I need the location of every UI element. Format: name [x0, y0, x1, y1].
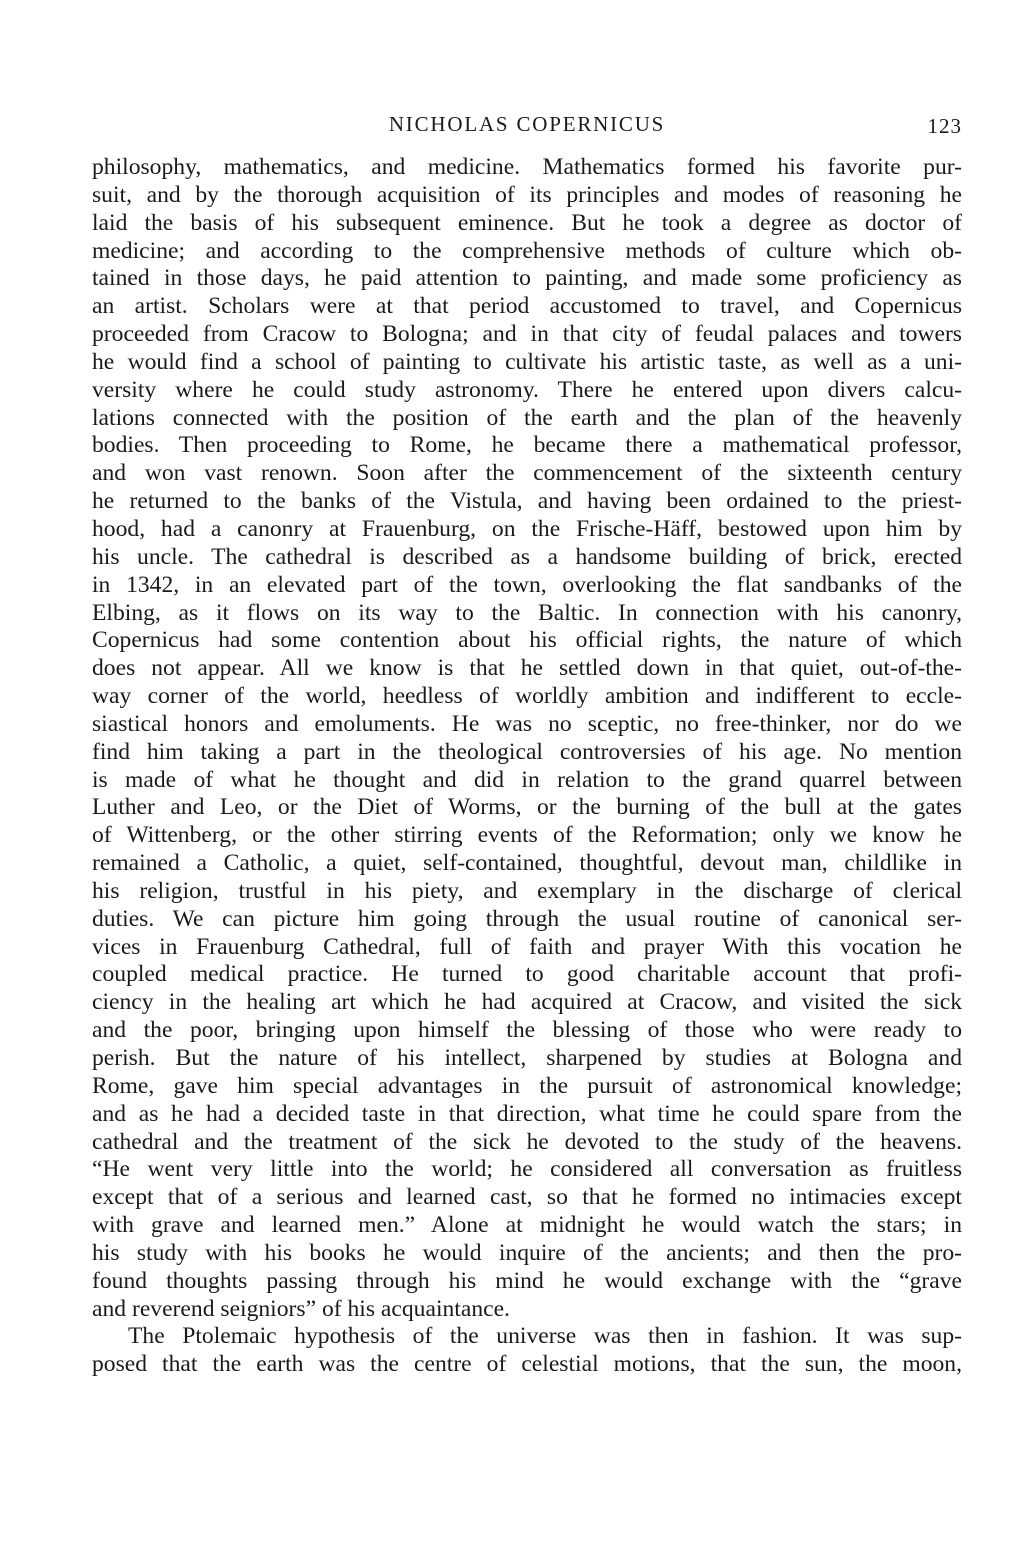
text-line: tained in those days, he paid attention to painting, and made some proficiency as — [92, 265, 962, 292]
text-line: find him taking a part in the theological controversies of his age. No mention — [92, 738, 962, 765]
text-line: medicine; and according to the comprehensive methods of culture which ob- — [92, 237, 962, 264]
text-line: hood, had a canonry at Frauenburg, on the Frische-Häff, bestowed upon him by — [92, 515, 962, 542]
text-line: way corner of the world, heedless of worldly ambition and indifferent to eccle- — [92, 683, 962, 710]
text-line: “He went very little into the world; he considered all conversation as fruitless — [92, 1156, 962, 1183]
text-line: he returned to the banks of the Vistula, and having been ordained to the priest- — [92, 488, 962, 515]
text-line: and won vast renown. Soon after the commencement of the sixteenth century — [92, 460, 962, 487]
text-line: except that of a serious and learned cast, so that he formed no intimacies except — [92, 1184, 962, 1211]
paragraph — [92, 1323, 962, 1379]
text-line: and the poor, bringing upon himself the blessing of those who were ready to — [92, 1017, 962, 1044]
text-line: in 1342, in an elevated part of the town, overlooking the flat sandbanks of the — [92, 571, 962, 598]
text-line: he would find a school of painting to cultivate his artistic taste, as well as a uni- — [92, 348, 962, 375]
text-line: with grave and learned men.” Alone at midnight he would watch the stars; in — [92, 1212, 962, 1239]
text-line: Copernicus had some contention about his official rights, the nature of which — [92, 627, 962, 654]
text-line: his uncle. The cathedral is described as a handsome building of brick, erected — [92, 543, 962, 570]
text-line: his religion, trustful in his piety, and exemplary in the discharge of clerical — [92, 877, 962, 904]
text-line: vices in Frauenburg Cathedral, full of faith and prayer With this vocation he — [92, 933, 962, 960]
text-line: Luther and Leo, or the Diet of Worms, or the burning of the bull at the gates — [92, 794, 962, 821]
running-head — [92, 112, 962, 142]
text-line: posed that the earth was the centre of celestial motions, that the sun, the moon, — [92, 1351, 962, 1378]
text-line: found thoughts passing through his mind he would exchange with the “grave — [92, 1267, 962, 1294]
text-line: cathedral and the treatment of the sick he devoted to the study of the heavens. — [92, 1128, 962, 1155]
text-line: of Wittenberg, or the other stirring events of the Reformation; only we know he — [92, 822, 962, 849]
text-line: The Ptolemaic hypothesis of the universe was then in fashion. It was sup- — [128, 1323, 962, 1350]
text-line: suit, and by the thorough acquisition of its principles and modes of reasoning he — [92, 181, 962, 208]
text-line: does not appear. All we know is that he settled down in that quiet, out-of-the- — [92, 655, 962, 682]
text-line: perish. But the nature of his intellect, sharpened by studies at Bologna and — [92, 1045, 962, 1071]
text-line: ciency in the healing art which he had acquired at Cracow, and visited the sick — [92, 989, 962, 1016]
text-line: versity where he could study astronomy. There he entered upon divers calcu- — [92, 376, 962, 403]
text-line: lations connected with the position of the earth and the plan of the heavenly — [92, 404, 962, 431]
paragraph — [92, 154, 962, 1323]
text-line: bodies. Then proceeding to Rome, he became there a mathematical professor, — [92, 432, 962, 459]
page-number: 123 — [927, 114, 962, 138]
text-line: and as he had a decided taste in that direction, what time he could spare from the — [92, 1100, 962, 1127]
text-line: Elbing, as it flows on its way to the Baltic. In connection with his canonry, — [92, 599, 962, 626]
body-text — [92, 154, 962, 1379]
text-line: and reverend seigniors” of his acquaintance. — [92, 1295, 510, 1322]
text-line: laid the basis of his subsequent eminence. But he took a degree as doctor of — [92, 209, 962, 236]
text-line: proceeded from Cracow to Bologna; and in that city of feudal palaces and towers — [92, 321, 962, 348]
text-line: siastical honors and emoluments. He was no sceptic, no free-thinker, nor do we — [92, 710, 962, 737]
text-line: his study with his books he would inquire of the ancients; and then the pro- — [92, 1239, 962, 1266]
text-line: duties. We can picture him going through the usual routine of canonical ser- — [92, 905, 962, 932]
running-title: NICHOLAS COPERNICUS — [388, 112, 666, 136]
text-line: coupled medical practice. He turned to good charitable account that profi- — [92, 961, 962, 988]
text-line: an artist. Scholars were at that period accustomed to travel, and Copernicus — [92, 293, 962, 320]
text-line: is made of what he thought and did in relation to the grand quarrel between — [92, 766, 962, 793]
text-line: Rome, gave him special advantages in the pursuit of astronomical knowledge; — [92, 1072, 962, 1099]
text-line: remained a Catholic, a quiet, self-contained, thoughtful, devout man, childlike in — [92, 850, 962, 877]
text-line: philosophy, mathematics, and medicine. Mathematics formed his favorite pur- — [92, 154, 962, 180]
